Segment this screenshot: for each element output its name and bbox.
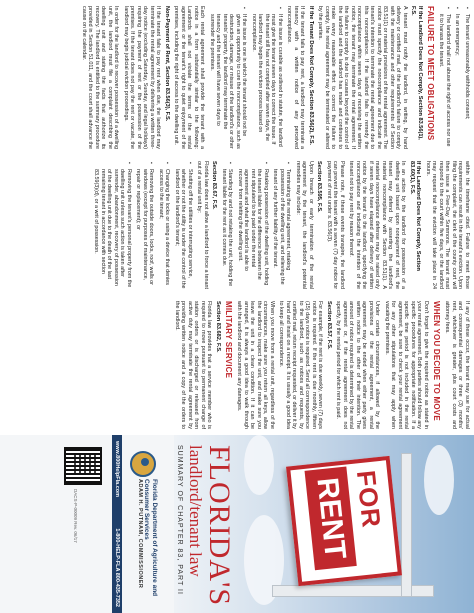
for-rent-sign <box>286 456 402 586</box>
section-title: Non-Payment of Rent, Section 83.56(3), F.S. <box>163 6 170 122</box>
section-text: When you move from a rental unit, regardless of the circumstances, make sure you return all keys, allow the landlord to inspect the unit, and make sure you leave the unit in a clean condition. If it can be arranged, it is always a good idea to walk through with the landlord and document any damages. <box>236 301 275 429</box>
bullet: ▪ Shutting off the utilities or interrupting service, whether or not the utility is under the control of the landlord or the landlord's tenant; <box>173 169 193 289</box>
bullet: ▪ Retaking possession of the dwelling unit, holding the tenant liable for the difference between the rent stipulated to be paid under the rental agreement and what the landlord is able to recover from reletting the dwelling unit. <box>236 169 269 289</box>
section-title: Section 83.57, F.S. <box>326 301 332 350</box>
bullet: ▪ Standing by and not retaking the unit, holding the tenant liable for the rent as it comes due. <box>220 169 233 289</box>
section-text: If any of these occur, the tenant may sue for actual and consequential damages or three (3) months' rent, whichever is greater, plus court costs and attorney fees. <box>444 301 470 429</box>
section-title: Section 83.67, F.S. <box>211 161 218 210</box>
state-seal-icon <box>130 451 156 477</box>
section-text: A tenant must notify the landlord, in writing, by hand delivery or certified mail, of the landlord's failure to comply with the maintenance and other requirements of Section 83.51(1) or material provisions of the rental agreement. The notice must specify the noncompliance and indicate the tenant's intention to terminate the rental agreement due to this noncompliance. If the landlord fails to remedy the noncompliance within seven days of receiving the written notice, the tenant may terminate the rental agreement. If the failure to comply is due to causes beyond the control of the landlord and the landlord has made and continues to make every reasonable effort to correct the failure to comply, the rental agreement may be terminated or altered by the parties. <box>317 6 408 149</box>
section-title: Section 83.595, F.S. <box>316 161 323 213</box>
section-text: If the tenant fails to pay rent, a landlord may terminate a tenancy with a written notice of any perceived noncompliance. <box>286 6 306 149</box>
title-main: FLORIDA'S <box>203 445 236 607</box>
department-block <box>136 479 158 607</box>
sign-text-for: FOR <box>350 468 387 530</box>
section-text: Florida law provides that a service member who is required to move pursuant to permanent change of station orders or is discharged or released from active duty may terminate the rental agreement by providing written notice and a copy of the orders to the landlord. <box>173 301 213 429</box>
document-number: DACS-P-00009 Rev. 06/17 <box>73 489 78 543</box>
bullet: ▪ The tenant unreasonably withholds consent; <box>464 14 471 149</box>
sign-beam <box>401 453 412 597</box>
middle-panel-1 <box>0 155 474 295</box>
bullet: ▪ Changing the locks or using a device that denies access to the tenant; <box>157 169 170 289</box>
bullet: ▪ The landlord shall not abuse the right of access nor use it to harass the tenant. <box>438 14 451 149</box>
title-summary: SUMMARY OF CHAPTER 83, PART II <box>176 445 183 595</box>
section-title: If the Tenant Does Not Comply, Section 83.56(2), F.S. <box>307 6 314 146</box>
phone-number: 1-800-HELP-FLA 800-435-7352 <box>114 528 120 607</box>
cover-panel <box>0 435 474 613</box>
cloud-shape <box>244 435 274 495</box>
section-text: In an action by the landlord for possession of a dwelling unit based upon nonpayment of rent, the tenant may defend by asserting the landlord's material noncompliance with Section 83.51(1). A material noncompliance defense may be raised only if seven days have elapsed after delivery of written notice by the tenant to the landlord, specifying the noncompliance and indicating the intention of the tenant not to pay rent by reason thereof. <box>348 161 407 289</box>
section-text: Don't forget to give the required notice as stated in your rental agreement. Both parties should follow any specific procedures for appropriate notification. If a specific time period is not included in the rental agreement, be sure to check your rental agreement for any other stipulations that may apply when vacating the premises. <box>384 301 429 429</box>
cloud-shape <box>424 445 454 515</box>
section-text: within the timeframe cited. Failure to meet those requirements can result in the tenant's eviction. Upon filing the complaint, the clerk of the county court will then issue a Five-Day Summons. The tenant must respond to the court within five days, or the landlord may request that the eviction will take place in 24 hours. <box>425 161 470 289</box>
bullet: ▪ If the issue is curable as outlined in statute, the landlord must give the tenant seven days to correct the issue. If the tenant still has not complied after seven days, the landlord may begin the eviction process based on noncompliance. <box>250 14 283 149</box>
bullet: ▪ Removing the tenant's personal property from the dwelling unit unless such action is taken after surrender, abandonment, recovery of possession of the dwelling unit due to the death of the last remaining tenant in accordance with section 83.59(3)(d), or a writ of possession. <box>93 169 132 289</box>
bullet: ▪ Removing the outside doors, locks, roof, walls or windows (except for purposes of maintenance, repair or replacement); or <box>135 169 155 289</box>
middle-panel-2 <box>0 295 474 435</box>
title-sub: landlord/tenant law <box>186 445 205 577</box>
section-text: Under certain circumstances, if allowed by the provisions of the rental agreement, a rental agreement may be ended when either party gives written notice to the other of their intention. The amount of notice required is determined by the rental agreement or, if the rental agreement does not specify, by the rental period for which rent is paid. <box>335 301 381 429</box>
section-text: Florida law does not allow a landlord to force a tenant out of a rental unit by: <box>196 161 209 289</box>
military-heading: MILITARY SERVICE <box>223 301 233 379</box>
section-title: If the Landlord Does Not Comply, Section 83.60(1), F.S. <box>408 161 422 271</box>
sign-text-rent: RENT <box>305 466 357 570</box>
decide-to-move-heading: WHEN YOU DECIDE TO MOVE <box>432 301 441 421</box>
section-text: If the tenant fails to pay rent when due, the landlord may terminate the rental agreement by delivering a written three-day notice (excluding Saturday, Sunday, and legal holidays) requiring the payment of rent or the possession of the premises. If the tenant does not pay the rent or vacate, the landlord may begin judicial eviction proceedings. <box>122 6 162 149</box>
section-text: Each rental agreement shall provide the tenant with a notice in a form substantially similar to the following: Landlords shall not violate the terms of the rental agreement or the tenant's right to quiet enjoyment of the premises, including the right of access to the dwelling unit. <box>173 6 206 149</box>
title-block <box>175 435 234 613</box>
section-text: Please note, if these events transpire, the landlord can prevent the tenant with a seven (7) day notice for payment of rent under s. 83.56(3). <box>325 161 345 289</box>
department-name: Florida Department of Agriculture and Consumer Services <box>143 479 158 597</box>
left-panel <box>0 0 474 155</box>
qr-code-pattern <box>74 453 96 475</box>
website-link[interactable]: www.800HelpFla.com <box>114 441 120 498</box>
section-text: In order for the landlord to recover possession of a dwelling unit, the landlord must file a complaint describing the dwelling unit and stating the facts that authorize its recovery. The landlord is entitled to the summary procedure provided in Section 51.011, and the court shall advance the cause on the calendar. <box>80 6 120 149</box>
section-title: Section 83.682, F.S. <box>214 301 221 353</box>
bullet: ▪ In an emergency; <box>454 14 461 149</box>
section-text: Upon breach or early termination of the rental agreement by the tenant, the landlord's potential remedies may include: <box>294 161 314 289</box>
section-text: For example, if the rent is due weekly, seven (7) days notice is required. If the rent is due monthly, fifteen (15) days notice is required. Send all correspondence to the landlord, such as notices and requests, by certified mail, return receipt requested, or deliver it by hand and insist on a receipt. It is usually a good idea to keep all correspondence. <box>278 301 324 429</box>
bullet: ▪ If the issue is one in which the tenant should not be given an opportunity to cure the noncompliance, such as destruction, damage, or misuse of the landlord's or other tenants' property, the landlord may terminate the tenancy and the tenant will have seven days to surrender the premises. <box>208 14 247 149</box>
commissioner-name: ADAM H. PUTNAM, COMMISSIONER <box>137 479 143 589</box>
section-title: If the Landlord Does Not Comply, Section 83.56(1), F.S. <box>410 6 423 140</box>
bullet: ▪ Terminating the rental agreement, retaking possession of the dwelling unit, and relieving the tenant of any further liability of the tenant. <box>272 169 292 289</box>
failure-heading: FAILURE TO MEET OBLIGATIONS <box>426 6 435 141</box>
